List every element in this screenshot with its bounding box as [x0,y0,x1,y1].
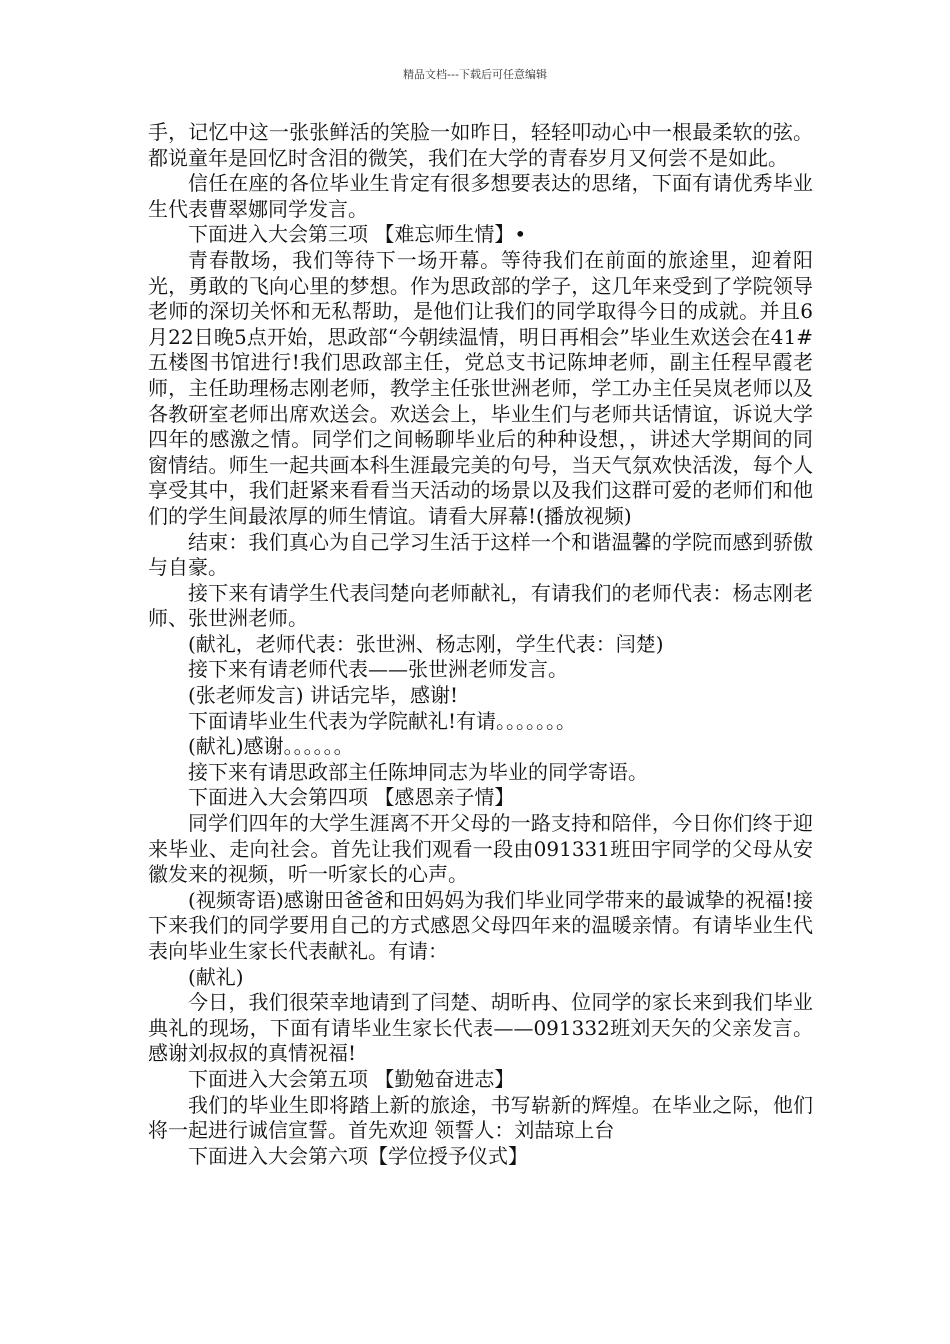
paragraph: 青春散场，我们等待下一场开幕。等待我们在前面的旅途里，迎着阳光，勇敢的飞向心里的梦想。作为思政部的学子，这几年来受到了学院领导老师的深切关怀和无私帮助，是他们让我们的同学取得今日的成就。并且6月22日晚5点开始，思政部“今朝续温情，明日再相会”毕业生欢送会在41#五楼图书馆进行!我们思政部主任，党总支书记陈坤老师，副主任程早霞老师，主任助理杨志刚老师，教学主任张世洲老师，学工办主任吴岚老师以及各教研室老师出席欢送会。欢送会上，毕业生们与老师共话情谊，诉说大学四年的感激之情。同学们之间畅聊毕业后的种种设想，，讲述大学期间的同窗情结。师生一起共画本科生涯最完美的句号，当天气氛欢快活泼，每个人享受其中，我们赶紧来看看当天活动的场景以及我们这群可爱的老师们和他们的学生间最浓厚的师生情谊。请看大屏幕!(播放视频) [148,247,813,528]
paragraph: 手，记忆中这一张张鲜活的笑脸一如昨日，轻轻叩动心中一根最柔软的弦。都说童年是回忆时含泪的微笑，我们在大学的青春岁月又何尝不是如此。 [148,120,813,170]
paragraph: 下面进入大会第四项 【感恩亲子情】 [188,785,515,810]
paragraph: 下面进入大会第六项【学位授予仪式】 [188,1143,528,1168]
paragraph: 结束：我们真心为自己学习生活于这样一个和谐温馨的学院而感到骄傲与自豪。 [148,529,813,580]
paragraph: 同学们四年的大学生涯离不开父母的一路支持和陪伴，今日你们终于迎来毕业、走向社会。首先让我们观看一段由091331班田宇同学的父母从安徽发来的视频，听一听家长的心声。 [148,811,813,887]
document-body [148,120,813,1169]
paragraph: 下面进入大会第五项 【勤勉奋进志】 [188,1066,515,1091]
paragraph: 今日，我们很荣幸地请到了闫楚、胡昕冉、位同学的家长来到我们毕业典礼的现场，下面有请毕业生家长代表——091332班刘天矢的父亲发言。感谢刘叔叔的真情祝福! [148,990,813,1066]
paragraph: (献礼) [188,964,244,989]
paragraph: (献礼，老师代表：张世洲、杨志刚，学生代表：闫楚) [188,631,664,656]
paragraph: 接下来有请学生代表闫楚向老师献礼，有请我们的老师代表：杨志刚老师、张世洲老师。 [148,580,813,631]
paragraph: (献礼)感谢。。。。。。 [188,734,354,759]
page-header: 精品文档---下载后可任意编辑 [403,68,547,81]
paragraph: 下面请毕业生代表为学院献礼!有请。。。。。。。 [188,708,577,733]
paragraph: 下面进入大会第三项 【难忘师生情】• [188,222,527,247]
paragraph: 信任在座的各位毕业生肯定有很多想要表达的思绪，下面有请优秀毕业生代表曹翠娜同学发言。 [148,171,813,221]
paragraph: 接下来有请思政部主任陈坤同志为毕业的同学寄语。 [188,759,648,784]
paragraph: (视频寄语)感谢田爸爸和田妈妈为我们毕业同学带来的最诚挚的祝福!接下来我们的同学要用自己的方式感恩父母四年来的温暖亲情。有请毕业生代表向毕业生家长代表献礼。有请： [148,887,813,963]
paragraph: 接下来有请老师代表——张世洲老师发言。 [188,657,568,682]
paragraph: (张老师发言) 讲话完毕，感谢! [188,683,458,708]
paragraph: 我们的毕业生即将踏上新的旅途，书写崭新的辉煌。在毕业之际，他们将一起进行诚信宣誓。首先欢迎 领誓人：刘喆琼上台 [148,1092,813,1143]
